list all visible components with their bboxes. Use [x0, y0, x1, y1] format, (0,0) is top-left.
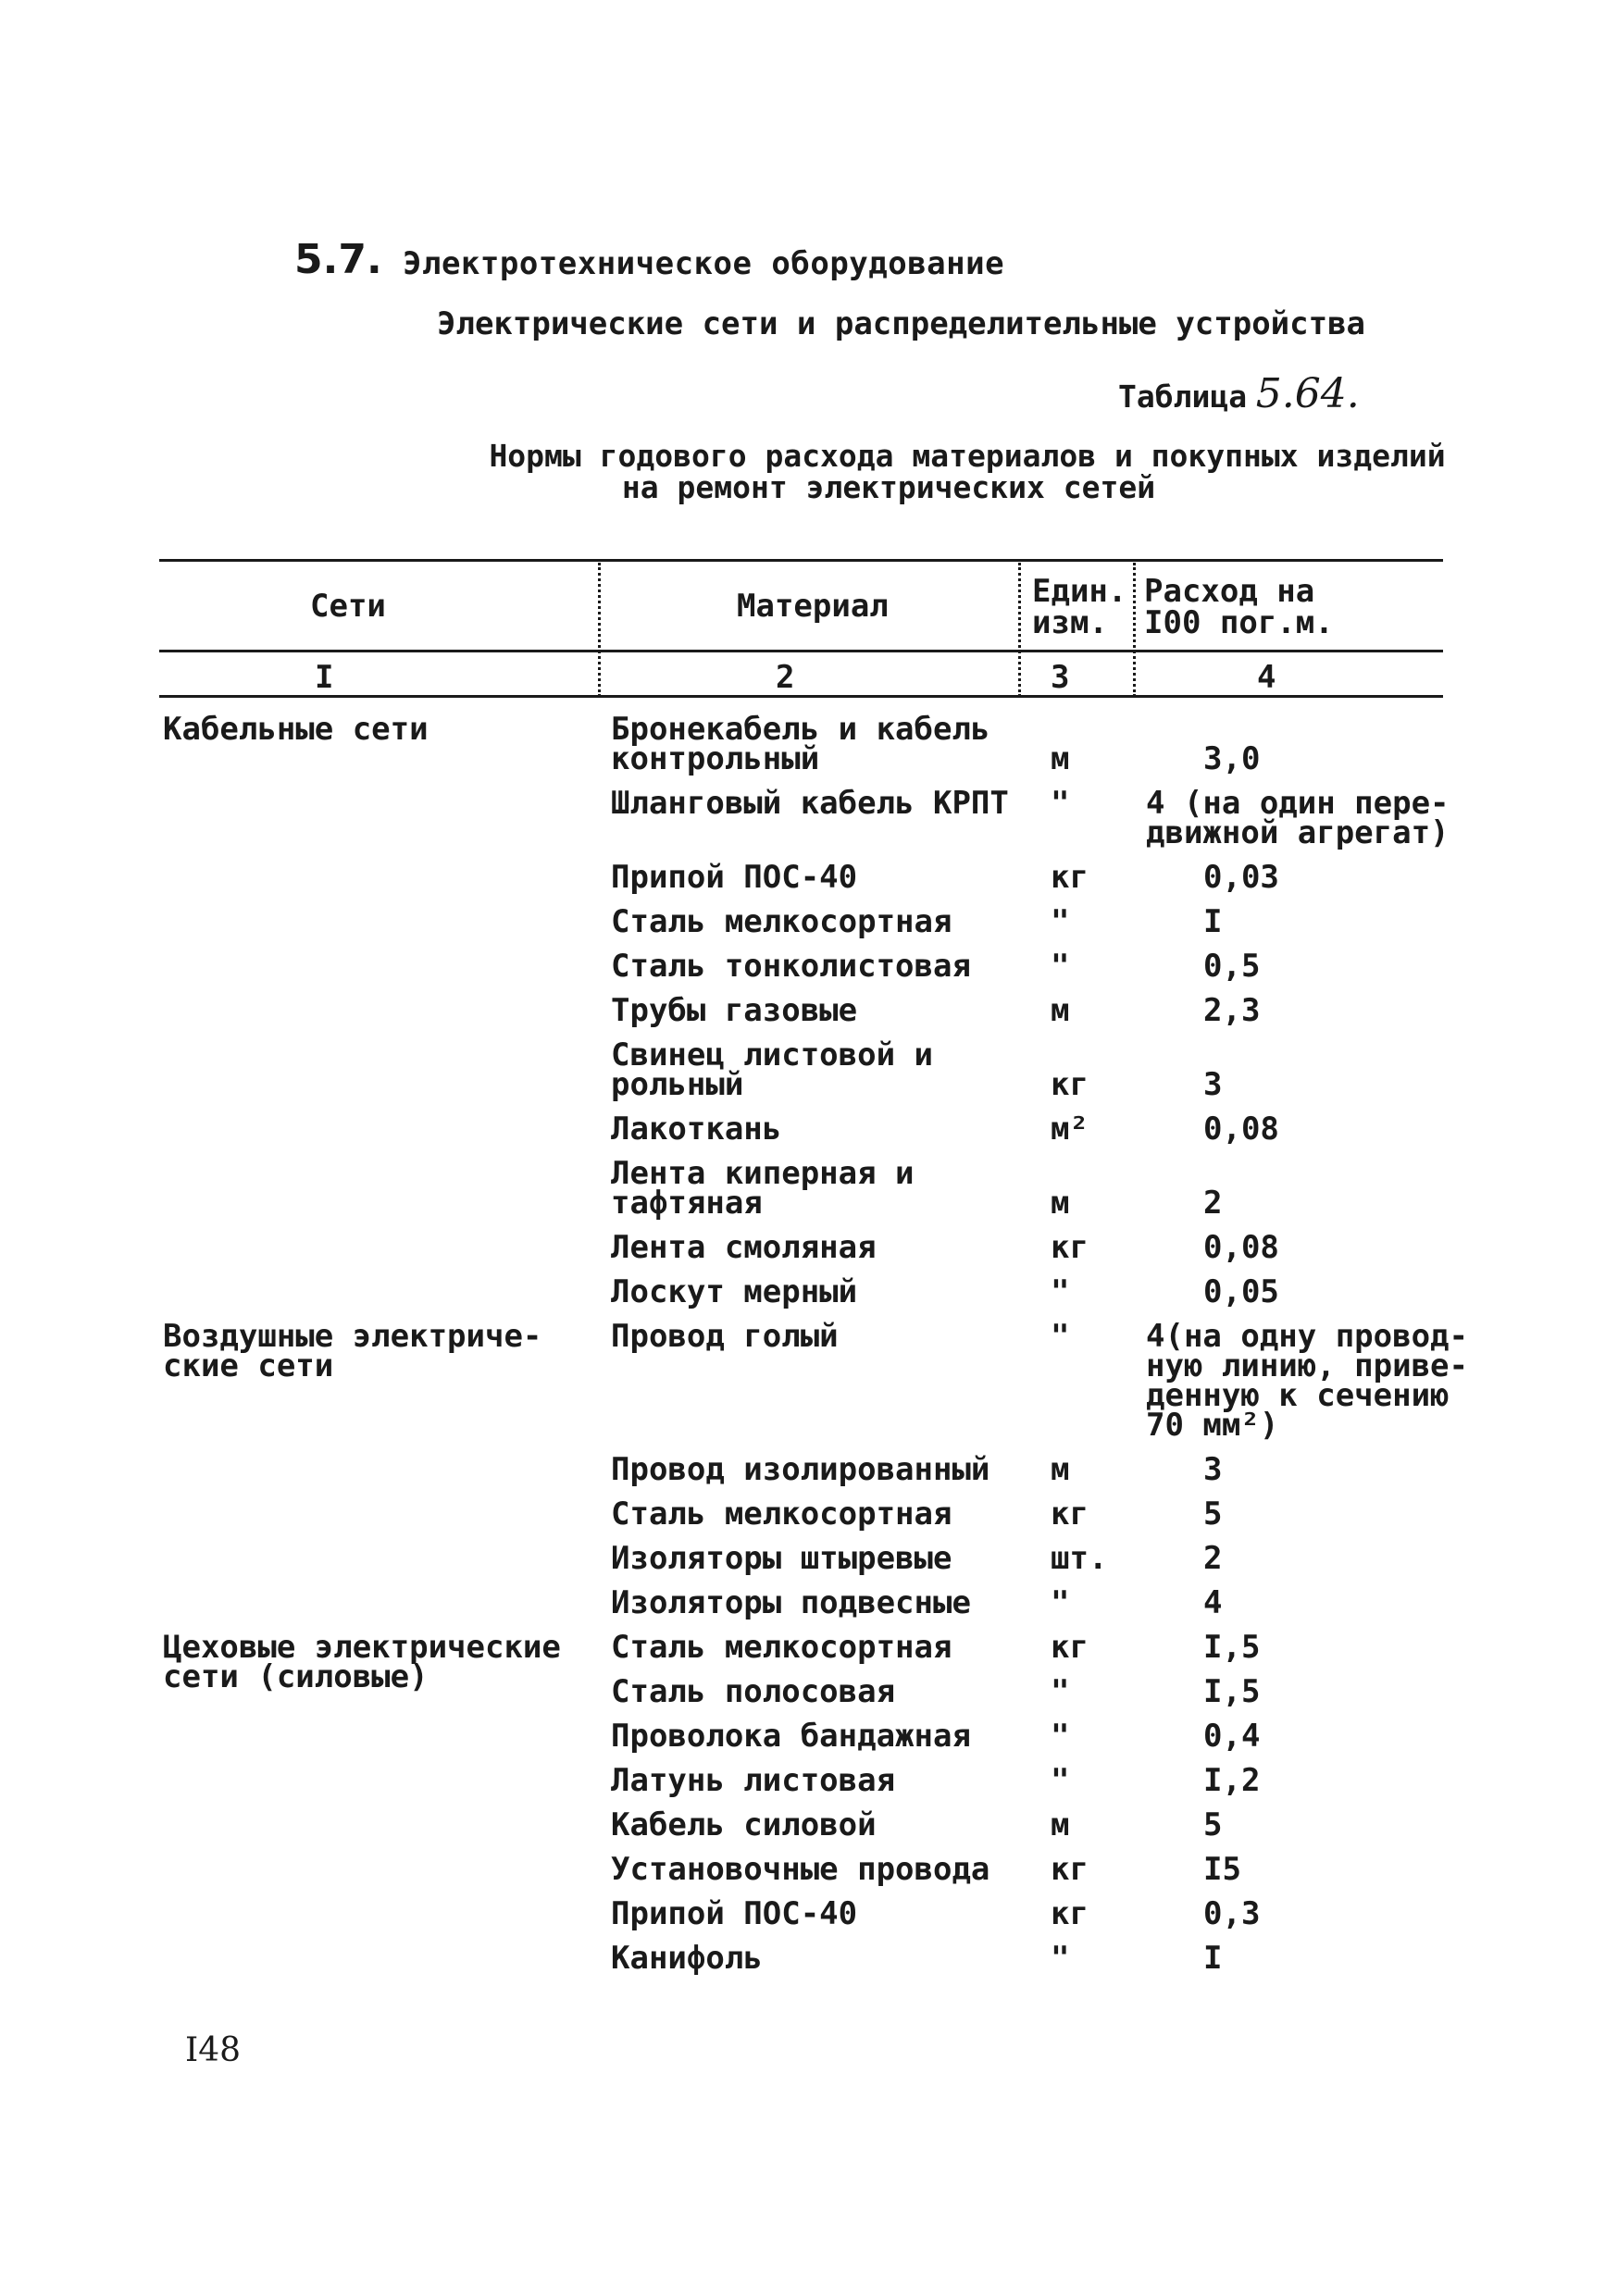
page-number: I48: [185, 2031, 242, 2069]
value-cell: 0,3: [1203, 1895, 1261, 1932]
unit-cell: кг: [1051, 1066, 1089, 1103]
material-cell: Трубы газовые: [611, 992, 858, 1029]
unit-cell: м: [1051, 1806, 1070, 1843]
header-networks: Сети: [310, 588, 386, 625]
value-cell: I,2: [1203, 1762, 1261, 1799]
material-cell: Лоскут мерный: [611, 1273, 858, 1310]
material-cell: Латунь листовая: [611, 1762, 896, 1799]
value-cell: I,5: [1203, 1673, 1261, 1710]
material-cell: Сталь мелкосортная: [611, 903, 952, 940]
column-number-4: 4: [1257, 659, 1276, 696]
unit-cell: кг: [1051, 1851, 1089, 1888]
table-top-rule: [159, 559, 1443, 562]
material-cell: Лента киперная и тафтяная: [611, 1155, 915, 1222]
header-bottom-rule: [159, 650, 1443, 652]
value-cell: 4 (на один пере- движной агрегат): [1146, 785, 1450, 851]
header-unit-line-2: изм.: [1032, 604, 1108, 641]
value-cell: 0,08: [1203, 1111, 1279, 1148]
network-cell: Кабельные сети: [163, 711, 429, 748]
material-cell: Лента смоляная: [611, 1229, 877, 1266]
unit-cell: кг: [1051, 859, 1089, 896]
header-consumption-line-1: Расход на: [1144, 573, 1315, 610]
material-cell: Провод изолированный: [611, 1451, 990, 1488]
column-divider-2: [1018, 563, 1021, 697]
table-heading: [1118, 370, 1360, 417]
value-cell: 4: [1203, 1584, 1223, 1621]
unit-cell: ": [1051, 1673, 1070, 1710]
value-cell: 2: [1203, 1540, 1223, 1577]
column-number-rule: [159, 695, 1443, 698]
unit-cell: кг: [1051, 1629, 1089, 1666]
header-unit-line-1: Един.: [1032, 573, 1127, 610]
table-caption-line-1: Нормы годового расхода материалов и покупных изделий: [489, 438, 1446, 474]
network-cell: Воздушные электриче- ские сети: [163, 1318, 542, 1384]
value-cell: I: [1203, 1940, 1223, 1977]
unit-cell: ": [1051, 903, 1070, 940]
unit-cell: м²: [1051, 1111, 1089, 1148]
material-cell: Шланговый кабель КРПТ: [611, 785, 1009, 822]
material-cell: Сталь тонколистовая: [611, 948, 971, 985]
unit-cell: ": [1051, 948, 1070, 985]
column-divider-1: [598, 563, 601, 697]
value-cell: 5: [1203, 1806, 1223, 1843]
material-cell: Установочные провода: [611, 1851, 990, 1888]
material-cell: Кабель силовой: [611, 1806, 877, 1843]
value-cell: 3: [1203, 1066, 1223, 1103]
material-cell: Сталь полосовая: [611, 1673, 896, 1710]
material-cell: Изоляторы подвесные: [611, 1584, 971, 1621]
value-cell: 3,0: [1203, 740, 1261, 777]
material-cell: Бронекабель и кабель контрольный: [611, 711, 990, 777]
unit-cell: ": [1051, 1718, 1070, 1755]
unit-cell: м: [1051, 1185, 1070, 1222]
value-cell: 0,5: [1203, 948, 1261, 985]
table-caption-line-2: на ремонт электрических сетей: [621, 469, 1156, 505]
unit-cell: кг: [1051, 1895, 1089, 1932]
header-consumption-line-2: I00 пог.м.: [1144, 604, 1334, 641]
material-cell: Лакоткань: [611, 1111, 782, 1148]
unit-cell: ": [1051, 1762, 1070, 1799]
unit-cell: кг: [1051, 1496, 1089, 1533]
material-cell: Проволока бандажная: [611, 1718, 971, 1755]
value-cell: I: [1203, 903, 1223, 940]
unit-cell: ": [1051, 1940, 1070, 1977]
column-divider-3: [1133, 563, 1136, 697]
table-number: 5.64.: [1255, 370, 1360, 417]
unit-cell: ": [1051, 1584, 1070, 1621]
column-number-3: 3: [1051, 659, 1070, 696]
value-cell: 5: [1203, 1496, 1223, 1533]
unit-cell: ": [1051, 1273, 1070, 1310]
unit-cell: м: [1051, 740, 1070, 777]
material-cell: Свинец листовой и рольный: [611, 1036, 933, 1103]
value-cell: 2: [1203, 1185, 1223, 1222]
network-cell: Цеховые электрические сети (силовые): [163, 1629, 561, 1695]
material-cell: Сталь мелкосортная: [611, 1629, 952, 1666]
unit-cell: ": [1051, 1318, 1070, 1355]
value-cell: 0,4: [1203, 1718, 1261, 1755]
section-subtitle: Электрические сети и распределительные устройства: [437, 305, 1366, 342]
value-cell: 3: [1203, 1451, 1223, 1488]
table-label: Таблица: [1118, 379, 1248, 415]
unit-cell: шт.: [1051, 1540, 1108, 1577]
value-cell: I5: [1203, 1851, 1241, 1888]
section-title: Электротехническое оборудование: [403, 245, 1005, 282]
value-cell: 2,3: [1203, 992, 1261, 1029]
unit-cell: м: [1051, 1451, 1070, 1488]
material-cell: Припой ПОС-40: [611, 1895, 858, 1932]
value-cell: 0,03: [1203, 859, 1279, 896]
unit-cell: ": [1051, 785, 1070, 822]
section-number: 5.7.: [294, 236, 382, 283]
header-material: Материал: [737, 588, 889, 625]
value-cell: I,5: [1203, 1629, 1261, 1666]
material-cell: Сталь мелкосортная: [611, 1496, 952, 1533]
material-cell: Провод голый: [611, 1318, 839, 1355]
unit-cell: м: [1051, 992, 1070, 1029]
column-number-2: 2: [776, 659, 795, 696]
material-cell: Изоляторы штыревые: [611, 1540, 952, 1577]
value-cell: 4(на одну провод- ную линию, приве- денную к сечению 70 мм²): [1146, 1318, 1468, 1444]
material-cell: Припой ПОС-40: [611, 859, 858, 896]
value-cell: 0,08: [1203, 1229, 1279, 1266]
material-cell: Канифоль: [611, 1940, 763, 1977]
column-number-1: I: [315, 659, 334, 696]
unit-cell: кг: [1051, 1229, 1089, 1266]
value-cell: 0,05: [1203, 1273, 1279, 1310]
